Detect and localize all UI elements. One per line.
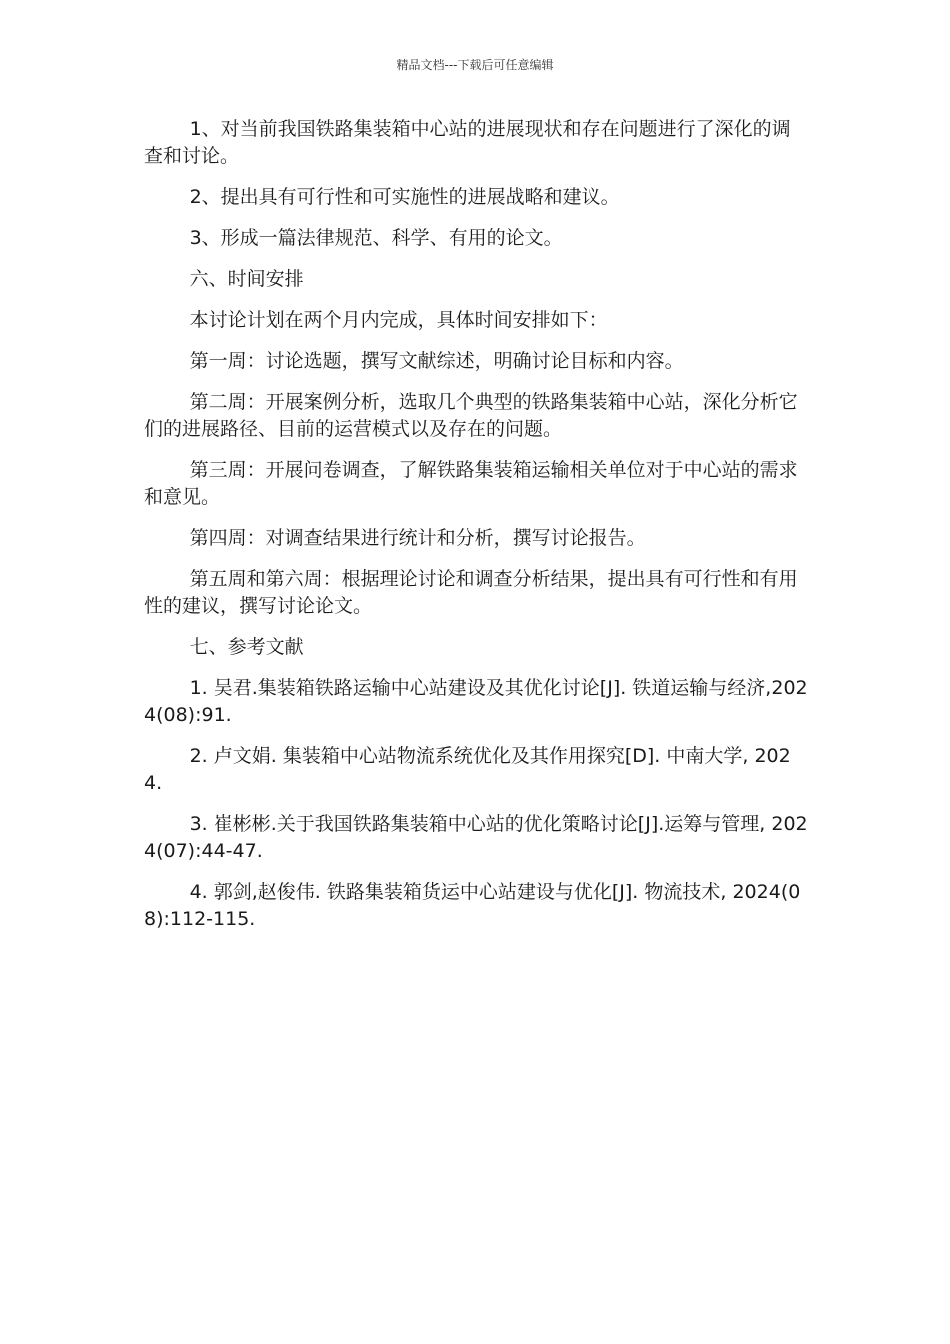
paragraph-outcome-2: 2、提出具有可行性和可实施性的进展战略和建议。: [189, 186, 620, 208]
reference-item-1: 1. 吴君.集装箱铁路运输中心站建设及其优化讨论[J]. 铁道运输与经济,2024(08):91.: [144, 677, 808, 726]
page-header: 精品文档---下载后可任意编辑: [396, 58, 554, 72]
paragraph-week-3: 第三周：开展问卷调查，了解铁路集装箱运输相关单位对于中心站的需求和意见。: [144, 459, 798, 508]
paragraph-week-1: 第一周：讨论选题，撰写文献综述，明确讨论目标和内容。: [189, 350, 684, 372]
paragraph-schedule-intro: 本讨论计划在两个月内完成，具体时间安排如下：: [189, 309, 608, 331]
paragraph-week-4: 第四周：对调查结果进行统计和分析，撰写讨论报告。: [189, 527, 646, 549]
reference-item-4: 4. 郭剑,赵俊伟. 铁路集装箱货运中心站建设与优化[J]. 物流技术, 2024(08):112-115.: [144, 881, 801, 930]
reference-item-3: 3. 崔彬彬.关于我国铁路集装箱中心站的优化策略讨论[J].运筹与管理, 2024(07):44-47.: [144, 813, 808, 862]
reference-item-2: 2. 卢文娟. 集装箱中心站物流系统优化及其作用探究[D]. 中南大学, 2024.: [144, 745, 791, 794]
document-body: [144, 116, 808, 947]
paragraph-week-2: 第二周：开展案例分析，选取几个典型的铁路集装箱中心站，深化分析它们的进展路径、目前的运营模式以及存在的问题。: [144, 391, 798, 440]
section-heading-references: 七、参考文献: [189, 636, 304, 658]
paragraph-week-5-6: 第五周和第六周：根据理论讨论和调查分析结果，提出具有可行性和有用性的建议，撰写讨论论文。: [144, 568, 798, 617]
paragraph-outcome-3: 3、形成一篇法律规范、科学、有用的论文。: [189, 227, 563, 249]
section-heading-schedule: 六、时间安排: [189, 268, 304, 290]
paragraph-outcome-1: 1、对当前我国铁路集装箱中心站的进展现状和存在问题进行了深化的调查和讨论。: [144, 118, 791, 167]
